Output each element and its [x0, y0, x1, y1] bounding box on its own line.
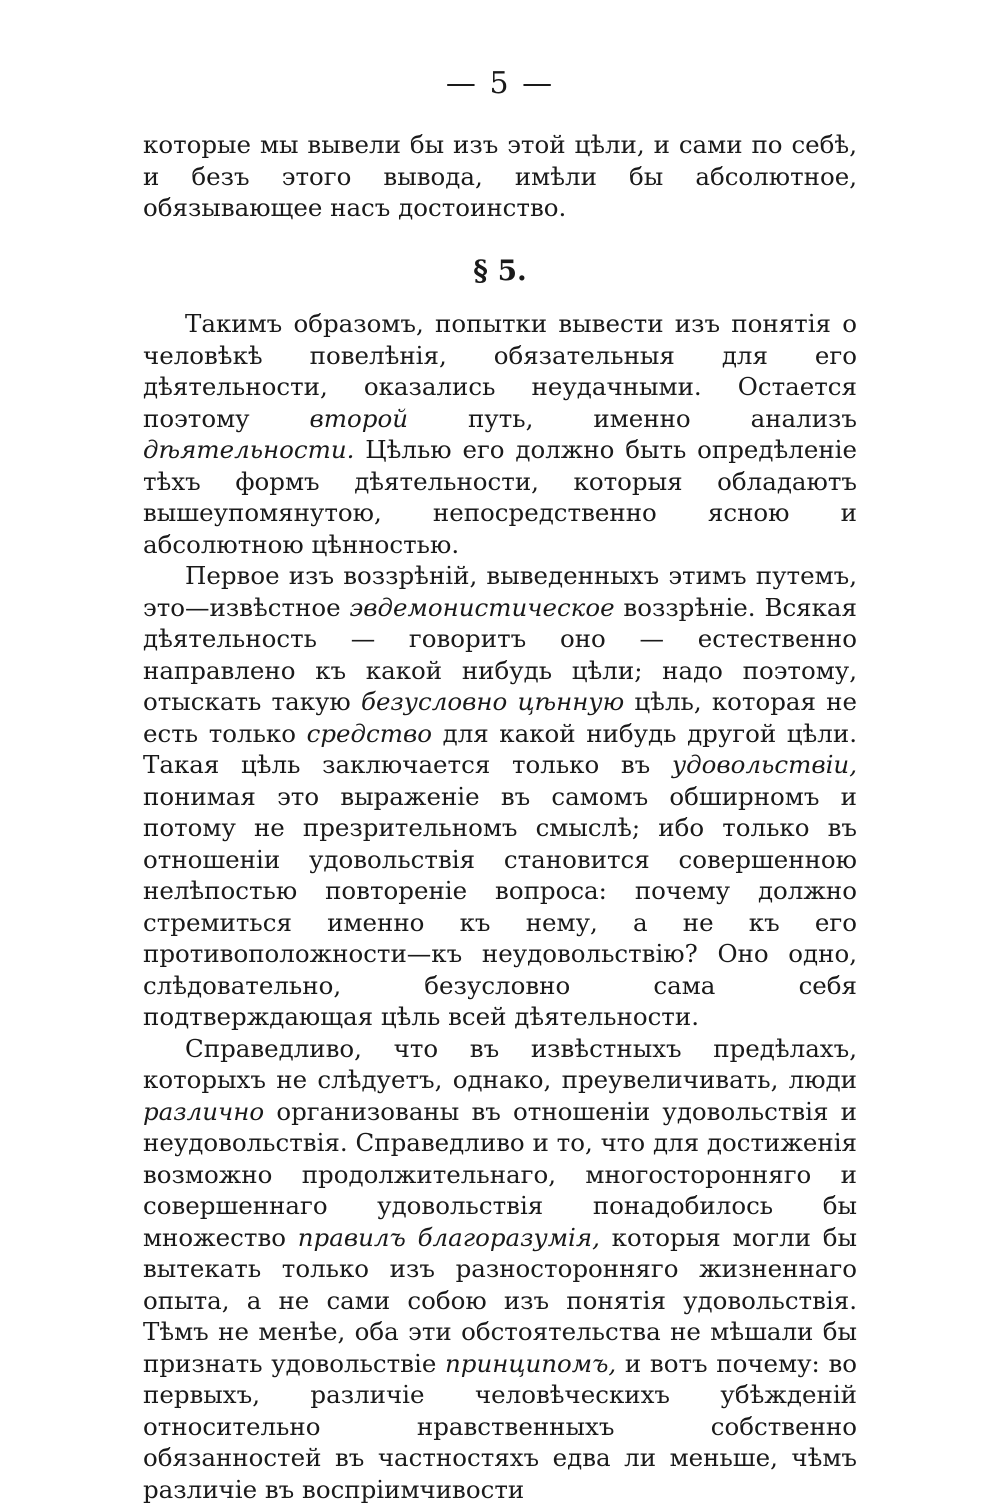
section-heading: § 5. — [0, 254, 1000, 287]
page-number: — 5 — — [0, 66, 1000, 101]
paragraph-2-text: цѣль, которая не есть только — [143, 687, 857, 748]
paragraph-1-emphasis: второй — [310, 404, 408, 433]
section-body — [143, 308, 857, 1505]
paragraph-top: которые мы вывели бы изъ этой цѣли, и сами по себѣ, и безъ этого вывода, имѣли бы абсолютное, обязывающее насъ достоинство. — [143, 129, 857, 224]
paragraph-2-emphasis: средство — [307, 719, 432, 748]
paragraph-1-text: Такимъ образомъ, попытки вывести изъ понятія о человѣкѣ повелѣнія, обязательныя для его дѣятельности, оказались неудачными. Остается поэтому — [143, 309, 857, 433]
paragraph-3-text: организованы въ отношеніи удовольствія и неудовольствія. Справедливо и то, что для достиженія возможно продолжительнаго, многосторонняго и совершеннаго удовольствія понадобилось бы множество — [143, 1097, 857, 1252]
paragraph-2-text: понимая это выраженіе въ самомъ обширномъ и потому не презрительномъ смыслѣ; ибо только въ отношеніи удовольствія становится совершенною нелѣпостью повтореніе вопроса: почему должно стремиться именно къ нему, а не къ его противоположности—къ неудовольствію? Оно одно, слѣдовательно, безусловно сама себя подтверждающая цѣль всей дѣятельности. — [143, 782, 857, 1032]
paragraph-1 — [143, 308, 857, 560]
paragraph-1-text: Цѣлью его должно быть опредѣленіе тѣхъ формъ дѣятельности, которыя обладаютъ вышеупомянутою, непосредственно ясною и абсолютною цѣнностью. — [143, 435, 857, 559]
paragraph-2-text: воззрѣніе. Всякая дѣятельность — говоритъ оно — естественно направлено къ какой нибудь цѣли; надо поэтому, отыскать такую — [143, 593, 857, 717]
paragraph-2-emphasis: эвдемонистическое — [350, 593, 615, 622]
paragraph-3-text: и вотъ почему: во первыхъ, различіе человѣческихъ убѣжденій относительно нравственныхъ собственно обязанностей въ частностяхъ едва ли меньше, чѣмъ различіе въ воспріимчивости — [143, 1349, 857, 1504]
paragraph-3-text: которыя могли бы вытекать только изъ разносторонняго жизненнаго опыта, а не сами собою изъ понятія удовольствія. Тѣмъ не менѣе, оба эти обстоятельства не мѣшали бы признать удовольствіе — [143, 1223, 857, 1378]
paragraph-3-emphasis: различно — [143, 1097, 264, 1126]
paragraph-2-emphasis: удовольствіи, — [672, 750, 857, 779]
paragraph-3 — [143, 1033, 857, 1505]
paragraph-1-text: путь, именно анализъ — [408, 404, 857, 433]
paragraph-2-emphasis: безусловно цѣнную — [361, 687, 624, 716]
paragraph-2 — [143, 560, 857, 1033]
paragraph-2-text: Первое изъ воззрѣній, выведенныхъ этимъ путемъ, это—извѣстное — [143, 561, 857, 622]
paragraph-1-emphasis: дѣятельности. — [143, 435, 354, 464]
paragraph-3-emphasis: принципомъ, — [445, 1349, 616, 1378]
paragraph-3-text: Справедливо, что въ извѣстныхъ предѣлахъ, которыхъ не слѣдуетъ, однако, преувеличивать, люди — [143, 1034, 857, 1095]
continued-paragraph — [143, 129, 857, 224]
paragraph-3-emphasis: правилъ благоразумія, — [298, 1223, 600, 1252]
paragraph-2-text: для какой нибудь другой цѣли. Такая цѣль заключается только въ — [143, 719, 857, 780]
